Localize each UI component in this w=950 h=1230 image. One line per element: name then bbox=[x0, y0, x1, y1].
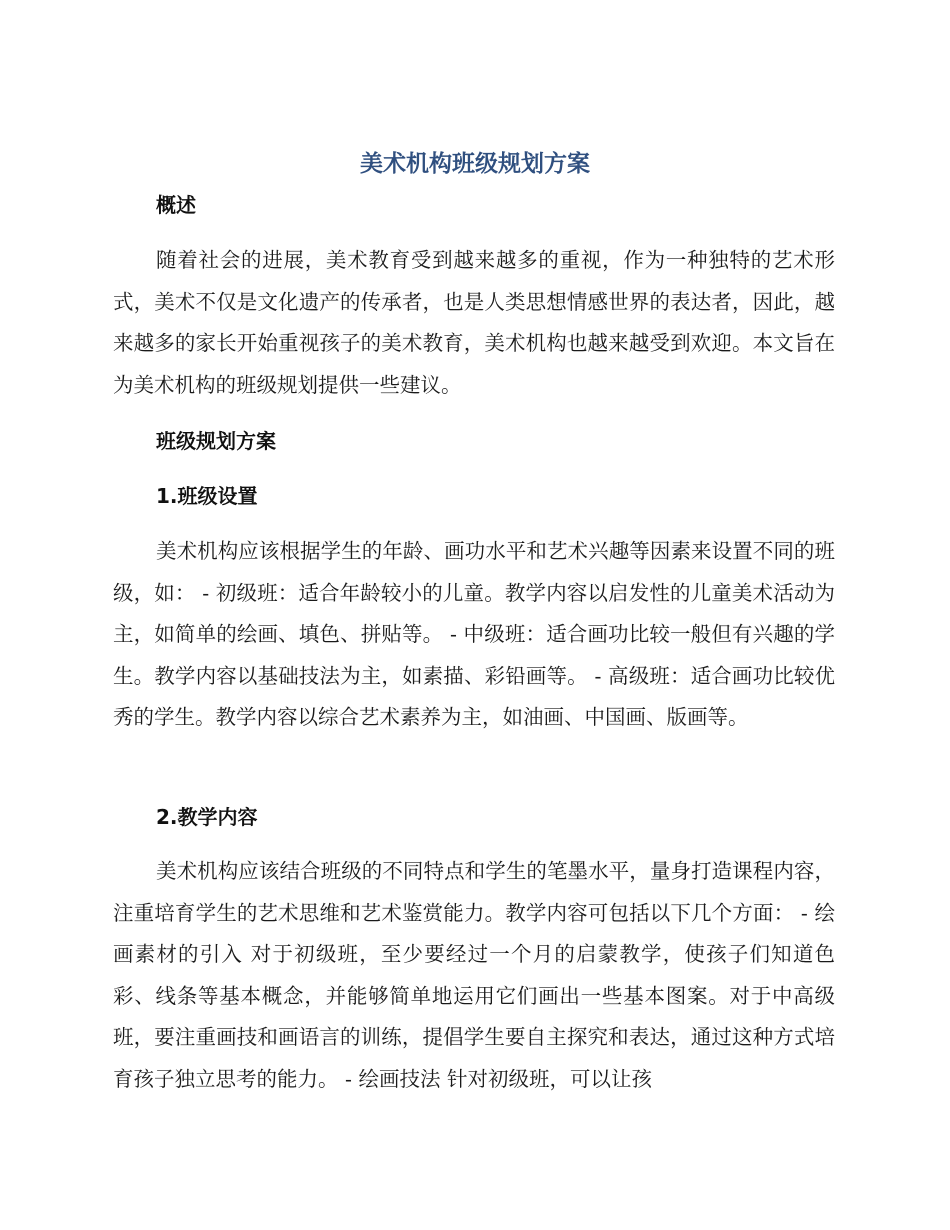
section-heading-overview: 概述 bbox=[156, 193, 196, 217]
document-title: 美术机构班级规划方案 bbox=[360, 151, 590, 177]
section-heading-class-plan: 班级规划方案 bbox=[156, 429, 276, 453]
teaching-content-paragraph: 美术机构应该结合班级的不同特点和学生的笔墨水平，量身打造课程内容，注重培育学生的艺术思维和艺术鉴赏能力。教学内容可包括以下几个方面： - 绘画素材的引入 对于初级班，至少要经过一个月的启蒙教学，使孩子们知道色彩、线条等基本概念，并能够简单地运用它们画出一些基本图案。对于中高级班，要注重画技和画语言的训练，提倡学生要自主探究和表达，通过这种方式培育孩子独立思考的能力。 - 绘画技法 针对初级班，可以让孩 bbox=[113, 859, 835, 1091]
section-heading-teaching-content: 2.教学内容 bbox=[156, 805, 258, 829]
section-heading-class-setup: 1.班级设置 bbox=[156, 484, 258, 508]
class-setup-paragraph: 美术机构应该根据学生的年龄、画功水平和艺术兴趣等因素来设置不同的班级，如： - 初级班：适合年龄较小的儿童。教学内容以启发性的儿童美术活动为主，如简单的绘画、填色、拼贴等。 - 中级班：适合画功比较一般但有兴趣的学生。教学内容以基础技法为主，如素描、彩铅画等。 - 高级班：适合画功比较优秀的学生。教学内容以综合艺术素养为主，如油画、中国画、版画等。 bbox=[113, 539, 835, 729]
overview-paragraph: 随着社会的进展，美术教育受到越来越多的重视，作为一种独特的艺术形式，美术不仅是文化遗产的传承者，也是人类思想情感世界的表达者，因此，越来越多的家长开始重视孩子的美术教育，美术机构也越来越受到欢迎。本文旨在为美术机构的班级规划提供一些建议。 bbox=[113, 248, 835, 397]
